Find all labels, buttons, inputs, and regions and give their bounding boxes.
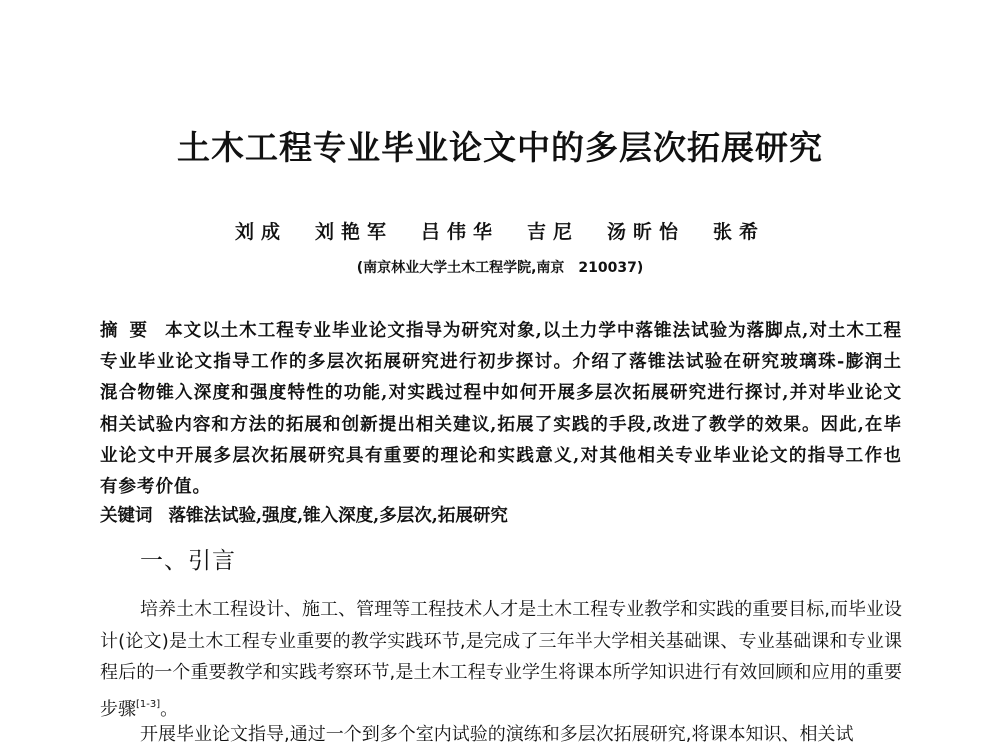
keywords-text: 落锥法试验,强度,锥入深度,多层次,拓展研究 <box>168 506 508 526</box>
keywords <box>100 503 902 529</box>
intro-paragraph <box>100 594 902 725</box>
author-name: 刘艳军 <box>314 221 393 243</box>
abstract <box>100 316 902 503</box>
abstract-label: 摘要 <box>100 321 160 341</box>
author-name: 张希 <box>713 221 766 243</box>
abstract-text: 本文以土木工程专业毕业论文指导为研究对象,以土力学中落锥法试验为落脚点,对土木工程专业毕业论文指导工作的多层次拓展研究进行初步探讨。介绍了落锥法试验在研究玻璃珠-膨润土混合物锥入深度和强度特性的功能,对实践过程中如何开展多层次拓展研究进行探讨,并对毕业论文相关试验内容和方法的拓展和创新提出相关建议,拓展了实践的手段,改进了教学的效果。因此,在毕业论文中开展多层次拓展研究具有重要的理论和实践意义,对其他相关专业毕业论文的指导工作也有参考价值。 <box>100 321 902 498</box>
paragraph-end: 。 <box>160 698 179 720</box>
keywords-label: 关键词 <box>100 506 153 526</box>
author-name: 刘成 <box>234 221 287 243</box>
author-name: 吕伟华 <box>420 221 499 243</box>
paragraph-text: 培养土木工程设计、施工、管理等工程技术人才是土木工程专业教学和实践的重要目标,而毕业设计(论文)是土木工程专业重要的教学实践环节,是完成了三年半大学相关基础课、专业基础课和专业课程后的一个重要教学和实践考察环节,是土木工程专业学生将课本所学知识进行有效回顾和应用的重要步骤 <box>100 599 902 720</box>
section-heading: 一、引言 <box>140 548 236 574</box>
author-name: 汤昕怡 <box>607 221 686 243</box>
author-list <box>0 219 1000 245</box>
citation: [1-3] <box>136 698 161 710</box>
next-paragraph: 开展毕业论文指导,通过一个到多个室内试验的演练和多层次拓展研究,将课本知识、相关试 <box>140 724 854 745</box>
affiliation: (南京林业大学土木工程学院,南京 210037) <box>356 260 644 276</box>
paper-title: 土木工程专业毕业论文中的多层次拓展研究 <box>177 128 823 167</box>
author-name: 吉尼 <box>527 221 580 243</box>
